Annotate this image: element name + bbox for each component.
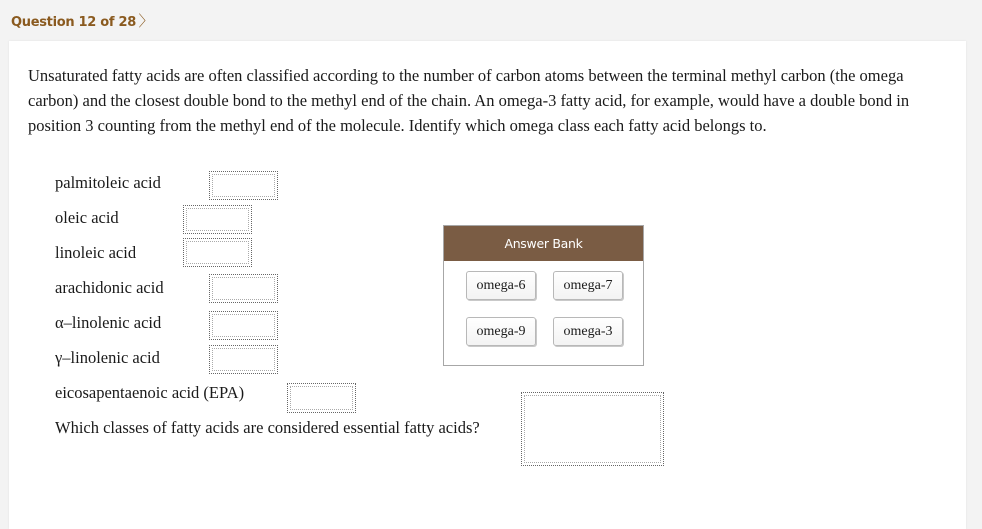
- item-label-palmitoleic: palmitoleic acid: [55, 173, 161, 192]
- answer-bank-title: Answer Bank: [444, 226, 643, 261]
- answer-chip-omega-3[interactable]: omega-3: [553, 317, 623, 346]
- drop-target-arachidonic[interactable]: [209, 274, 278, 303]
- answer-chip-omega-7[interactable]: omega-7: [553, 271, 623, 300]
- item-label-arachidonic: arachidonic acid: [55, 278, 164, 297]
- chevron-right-icon[interactable]: 〉: [138, 13, 154, 30]
- drop-target-alpha-linolenic[interactable]: [209, 311, 278, 340]
- answer-chip-omega-9[interactable]: omega-9: [466, 317, 536, 346]
- drop-target-gamma-linolenic[interactable]: [209, 345, 278, 374]
- drop-target-linoleic[interactable]: [183, 238, 252, 267]
- item-label-linoleic: linoleic acid: [55, 243, 137, 262]
- item-label-gamma-linolenic: γ–linolenic acid: [55, 348, 160, 367]
- essential-fatty-acids-question: Which classes of fatty acids are considered essential fatty acids?: [55, 418, 480, 437]
- item-label-alpha-linolenic: α–linolenic acid: [55, 313, 162, 332]
- drop-target-palmitoleic[interactable]: [209, 171, 278, 200]
- answer-chip-omega-6[interactable]: omega-6: [466, 271, 536, 300]
- answer-bank: [443, 225, 644, 366]
- question-counter: Question 12 of 28: [11, 15, 136, 30]
- drop-target-epa[interactable]: [287, 383, 356, 413]
- drop-target-essential-fatty-acids[interactable]: [521, 392, 664, 466]
- item-label-oleic: oleic acid: [55, 208, 119, 227]
- top-bar: [0, 0, 982, 42]
- drop-target-oleic[interactable]: [183, 205, 252, 234]
- item-label-epa: eicosapentaenoic acid (EPA): [55, 383, 245, 402]
- question-prompt: Unsaturated fatty acids are often classified according to the number of carbon atoms between the terminal methyl carbon (the omega carbon) and the closest double bond to the methyl end of the chain. An omega-3 fatty acid, for example, would have a double bond in position 3 counting from the methyl end of the molecule. Identify which omega class each fatty acid belongs to.: [28, 66, 910, 135]
